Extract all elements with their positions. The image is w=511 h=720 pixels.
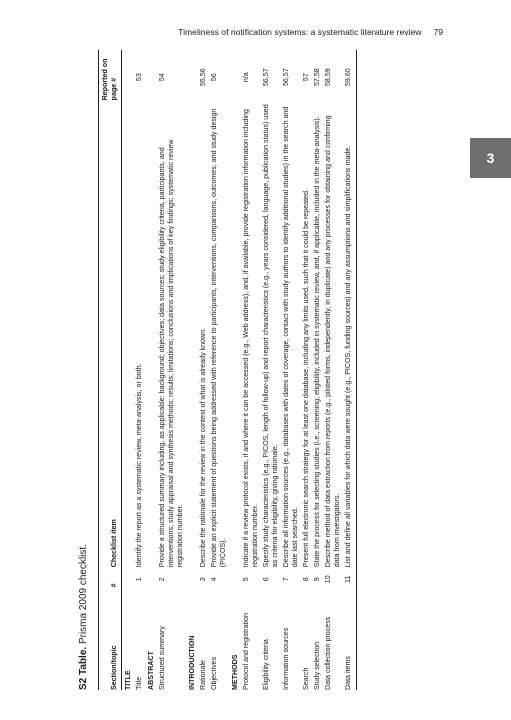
rotated-table-block xyxy=(78,50,458,690)
cell-checklist-item: Describe all information sources (e.g., databases with dates of coverage, contact with study authors to identify additional studies) in the search and date last searched. xyxy=(282,106,299,568)
cell-reported-page: 57 xyxy=(302,73,310,82)
table-body xyxy=(122,50,357,690)
table-row xyxy=(241,50,261,690)
cell-topic: Rationale xyxy=(199,660,207,690)
cell-number: 6 xyxy=(262,577,270,582)
cell-reported-page: 53 xyxy=(135,73,143,82)
cell-number: 10 xyxy=(324,575,332,584)
table-row xyxy=(209,50,229,690)
table-row xyxy=(312,50,323,690)
table-row xyxy=(281,50,301,690)
caption-text: Prisma 2009 checklist. xyxy=(78,544,89,645)
section-row xyxy=(186,50,198,690)
cell-number: 3 xyxy=(199,577,207,582)
cell-topic: Study selection xyxy=(313,641,321,690)
cell-reported-page: 56 xyxy=(210,73,218,82)
section-heading: INTRODUCTION xyxy=(188,635,196,690)
cell-number: 9 xyxy=(313,577,321,582)
cell-topic: Objectives xyxy=(210,656,218,690)
cell-topic: Protocol and registration xyxy=(242,613,250,690)
cell-number: 4 xyxy=(210,577,218,582)
cell-checklist-item: Specify study characteristics (e.g., PICOS, length of follow-up) and report characteristics (e.g., years considered, language, publication status) used as criteria for eligibility, giving rationale. xyxy=(262,104,279,568)
cell-topic: Title xyxy=(135,676,143,690)
table-row xyxy=(343,50,357,690)
cell-checklist-item: Provide a structured summary including, as applicable: background; objectives; data sources; study eligibility criteria, participants, and interventions; study appraisal and synthesis methods; results; limitations; conclusions and implications of key findings; systematic review registration number. xyxy=(158,139,184,568)
cell-checklist-item: Identify the report as a systematic review, meta-analysis, or both. xyxy=(135,363,143,568)
cell-checklist-item: Present full electronic search strategy for at least one database, including any limits used, such that it could be repeated. xyxy=(302,189,310,568)
col-header-reported-page: Reported on page # xyxy=(99,50,122,100)
cell-topic: Data items xyxy=(343,587,357,690)
cell-checklist-item: Describe method of data extraction from reports (e.g., piloted forms, independently, in duplicate) and any processes for obtaining and confirming data from investigators. xyxy=(324,115,341,568)
cell-number: 5 xyxy=(242,577,250,582)
prisma-checklist-table xyxy=(98,50,357,690)
running-title: Timeliness of notification systems: a systematic literature review xyxy=(178,27,422,37)
table-caption xyxy=(78,544,89,690)
caption-label: S2 Table. xyxy=(78,646,89,690)
col-header-section: Section/topic xyxy=(99,587,122,690)
table-row xyxy=(134,50,145,690)
section-row xyxy=(145,50,157,690)
section-heading: ABSTRACT xyxy=(147,650,155,690)
table-row xyxy=(198,50,209,690)
cell-reported-page: 57,58 xyxy=(313,68,321,87)
section-row xyxy=(229,50,241,690)
cell-checklist-item: Indicate if a review protocol exists, if and where it can be accessed (e.g., Web address), and, if available, provide registration information including registration number. xyxy=(242,109,259,568)
cell-number: 2 xyxy=(158,577,166,582)
col-header-number: # xyxy=(99,567,122,587)
cell-checklist-item: Describe the rationale for the review in the context of what is already known. xyxy=(199,327,207,568)
cell-number: 7 xyxy=(282,577,290,582)
cell-topic: Structured summary xyxy=(158,626,166,690)
section-heading: METHODS xyxy=(231,654,239,690)
cell-reported-page: 55,56 xyxy=(199,68,207,87)
table-header-row xyxy=(99,50,122,690)
table-row xyxy=(301,50,312,690)
cell-reported-page: 59,60 xyxy=(343,50,357,100)
table-row xyxy=(323,50,343,690)
section-heading: TITLE xyxy=(124,670,132,690)
cell-checklist-item: List and define all variables for which data were sought (e.g., PICOS, funding sources) and any assumptions and simplifications made. xyxy=(343,100,357,567)
cell-topic: Data collection process xyxy=(324,616,332,690)
cell-number: 1 xyxy=(135,577,143,582)
page-number: 79 xyxy=(433,27,443,37)
col-header-checklist-item: Checklist item xyxy=(99,100,122,567)
cell-reported-page: 54 xyxy=(158,73,166,82)
cell-reported-page: 56,57 xyxy=(282,68,290,87)
cell-number: 8 xyxy=(302,577,310,582)
cell-topic: Eligibility criteria xyxy=(262,639,270,690)
cell-topic: Search xyxy=(302,667,310,690)
table-row xyxy=(261,50,281,690)
cell-number: 11 xyxy=(343,567,357,587)
table-row xyxy=(157,50,186,690)
cell-checklist-item: Provide an explicit statement of questions being addressed with reference to participants, interventions, comparisons, outcomes, and study design (PICOS). xyxy=(210,108,227,568)
section-row xyxy=(122,50,135,690)
cell-reported-page: n/a xyxy=(242,72,250,83)
cell-topic: Information sources xyxy=(282,627,290,690)
chapter-tab: 3 xyxy=(470,138,511,178)
running-header xyxy=(178,27,443,37)
cell-checklist-item: State the process for selecting studies (i.e., screening, eligibility, included in systematic review, and, if applicable, included in the meta-analysis). xyxy=(313,116,321,568)
cell-reported-page: 56,57 xyxy=(262,68,270,87)
cell-reported-page: 58,59 xyxy=(324,68,332,87)
